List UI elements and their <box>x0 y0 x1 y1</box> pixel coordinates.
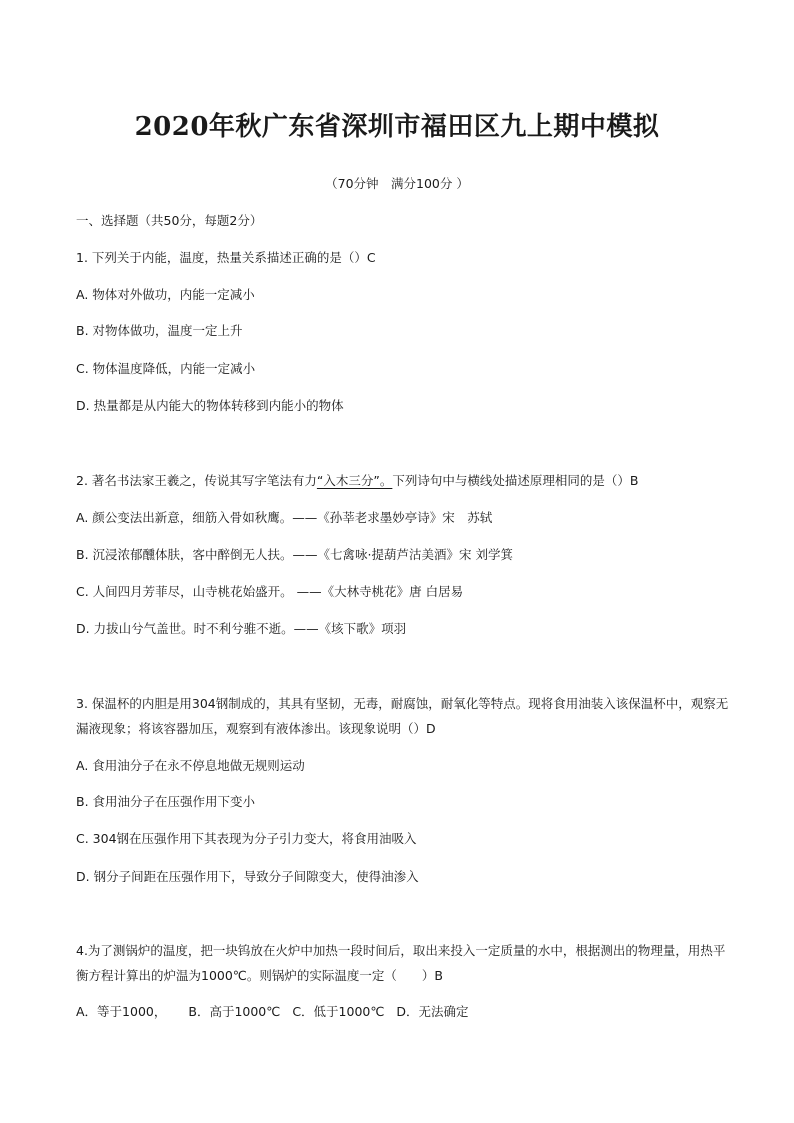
exam-info: （70分钟 满分100分 ） <box>325 176 469 191</box>
question-4-options <box>76 1003 734 1021</box>
question-2-option-a: A. 颜公变法出新意，细筋入骨如秋鹰。——《孙莘老求墨妙亭诗》宋 苏轼 <box>76 510 493 525</box>
question-4-option-d: D．无法确定 <box>396 1004 469 1019</box>
question-4-stem: 4.为了测锅炉的温度，把一块钨放在火炉中加热一段时间后，取出来投入一定质量的水中，根据测出的物理量，用热平衡方程计算出的炉温为1000℃。则锅炉的实际温度一定（ ）B <box>76 943 726 983</box>
question-2-stem-start: 2. 著名书法家王羲之，传说其写字笔法有力 <box>76 473 317 488</box>
question-3-option-a: A. 食用油分子在永不停息地做无规则运动 <box>76 758 305 773</box>
question-4-option-c: C．低于1000℃ <box>292 1004 385 1019</box>
question-1-option-a: A. 物体对外做功，内能一定减小 <box>76 287 255 302</box>
question-4-option-b: B．高于1000℃ <box>188 1004 281 1019</box>
question-3-stem: 3. 保温杯的内胆是用304钢制成的，其具有坚韧，无毒，耐腐蚀，耐氧化等特点。现将食用油装入该保温杯中，观察无漏液现象；将该容器加压，观察到有液体渗出。该现象说明（）D <box>76 696 729 736</box>
question-2-option-c: C. 人间四月芳菲尽，山寺桃花始盛开。 ——《大林寺桃花》唐 白居易 <box>76 584 464 599</box>
question-3-option-d: D. 钢分子间距在压强作用下，导致分子间隙变大，使得油渗入 <box>76 869 419 884</box>
question-2-stem-end: 下列诗句中与横线处描述原理相同的是（）B <box>392 473 639 488</box>
question-1-stem: 1. 下列关于内能，温度，热量关系描述正确的是（）C <box>76 250 376 265</box>
question-3-option-c: C. 304钢在压强作用下其表现为分子引力变大，将食用油吸入 <box>76 831 417 846</box>
question-2-underlined-phrase: “入木三分”。 <box>316 473 393 488</box>
question-2-option-d: D. 力拔山兮气盖世。时不利兮骓不逝。——《垓下歌》项羽 <box>76 621 407 636</box>
section-heading: 一、选择题（共50分，每题2分） <box>76 213 263 228</box>
page-title: 2020年秋广东省深圳市福田区九上期中模拟 <box>134 112 660 142</box>
question-3-option-b: B. 食用油分子在压强作用下变小 <box>76 794 256 809</box>
question-1-option-d: D. 热量都是从内能大的物体转移到内能小的物体 <box>76 398 344 413</box>
question-2-option-b: B. 沉浸浓郁醺体肤，客中醉倒无人扶。——《七禽咏·提葫芦沽美酒》宋 刘学箕 <box>76 547 513 562</box>
question-2-stem <box>76 472 734 490</box>
question-4-option-a: A．等于1000， <box>76 1004 167 1019</box>
question-1-option-c: C. 物体温度降低，内能一定减小 <box>76 361 256 376</box>
question-1-option-b: B. 对物体做功，温度一定上升 <box>76 323 243 338</box>
